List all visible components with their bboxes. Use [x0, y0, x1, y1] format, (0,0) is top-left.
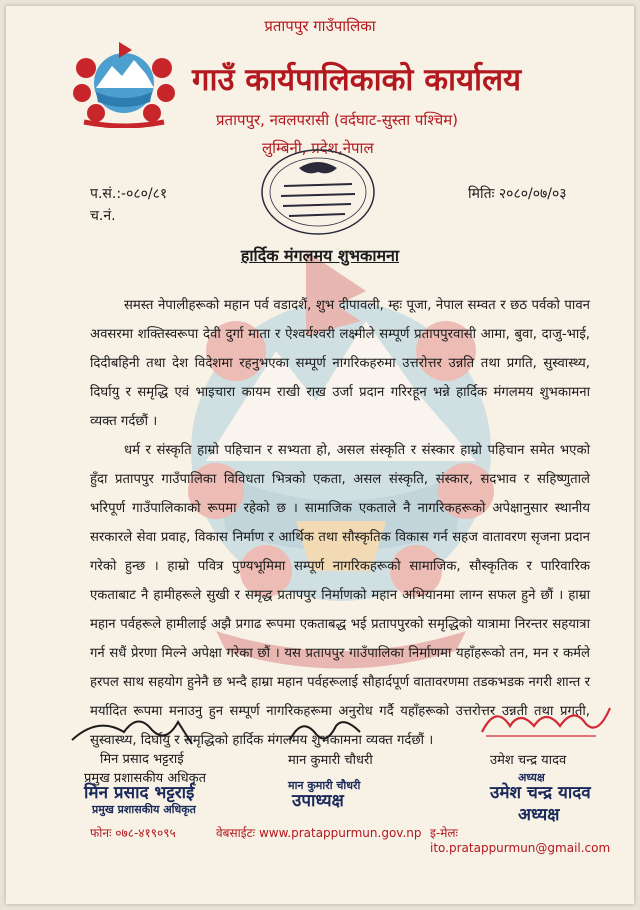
footer-email-label: इ-मेलः — [430, 826, 458, 840]
signatory-2-stamp-title: उपाध्यक्ष — [292, 791, 344, 811]
footer-website-link[interactable]: www.pratappurmun.gov.np — [258, 826, 422, 840]
signatory-3-stamp-name: उमेश चन्द्र यादव — [490, 783, 591, 803]
footer-phone: फोनः ०७८-४१९०९५ — [90, 826, 176, 840]
nepal-emblem-icon — [64, 38, 184, 128]
letter-date: मितिः २०८०/०७/०३ — [468, 186, 567, 202]
signatory-1-stamp-name: मिन प्रसाद भट्टराई — [84, 783, 195, 803]
signatory-2-name: मान कुमारी चौधरी — [288, 753, 373, 768]
signatory-3-title: अध्यक्ष — [518, 771, 545, 784]
office-title: गाउँ कार्यपालिकाको कार्यालय — [192, 62, 522, 98]
signatory-1-name: मिन प्रसाद भट्टराई — [100, 752, 184, 767]
signatory-2-stamp-name: मान कुमारी चौधरी — [288, 779, 361, 792]
letter-subject: हार्दिक मंगलमय शुभकामना — [240, 246, 400, 265]
address-line-2: लुम्बिनी, प्रदेश,नेपाल — [262, 139, 374, 157]
municipality-name: प्रतापपुर गाउँपालिका — [264, 17, 376, 35]
address-line-1: प्रतापपुर, नवलपरासी (वर्दघाट-सुस्ता पश्चिम) — [216, 111, 459, 129]
signatory-1-stamp-title: प्रमुख प्रशासकीय अधिकृत — [92, 803, 196, 816]
signatory-3-stamp-title: अध्यक्ष — [518, 805, 560, 825]
signature-3 — [476, 696, 616, 746]
letter-page — [6, 6, 634, 904]
signatory-1-title: प्रमुख प्रशासकीय अधिकृत — [84, 771, 207, 786]
footer-website-label: वेबसाईटः — [216, 826, 256, 840]
signature-1 — [68, 706, 198, 751]
body-paragraph-2: धर्म र संस्कृति हाम्रो पहिचान र सभ्यता हो, असल संस्कृति र संस्कार हाम्रो पहिचान समेत भएको हुँदा प्रतापपुर गाउँपालिका विविधता भित्रको एकता, असल संस्कृति, संस्कार, सदभाव र सहिष्णुताले भरिपूर्ण गाउँपालिकाको रूपमा रहेको छ । सामाजिक एकताले नै नागरिकहरूको अपेक्षानुसार स्थानीय सरकारले सेवा प्रवाह, विकास निर्माण र आर्थिक तथा सौस्कृतिक विकास गर्न सहज वातावरण सृजना प्रदान गरेको हुन्छ । हाम्रो पवित्र पुण्यभूमिमा सम्पूर्ण नागरिकहरूको सामाजिक, सौस्कृतिक र पारिवारिक एकताबाट नै हामीहरूले सुखी र समृद्ध प्रतापपुर निर्माणको महान अभियानमा लाग्न सफल हुने छौं । हाम्रा महान पर्वहरूले हामीलाई अझै प्रगाढ रूपमा एकताबद्ध भई प्रतापपुरको समृद्धिको यात्रामा निरन्तर सहयात्रा गर्न सधैं प्रेरणा मिल्ने अपेक्षा गरेका छौं । यस प्रतापपुर गाउँपालिका निर्माणमा यहाँहरूको तन, मन र कर्मले हरपल साथ सहयोग हुनेनै छ भन्दै हाम्रा महान पर्वहरूलाई सौहार्दपूर्ण वातावरणमा तडकभडक नगरी शान्त र मर्यादित रूपमा मनाउनु हुन सम्पूर्ण नागरिकहरूमा अनुरोध गर्दै यहाँहरूको उत्तरोत्तर उन्नती तथा प्रगती, सुस्वास्थ्य, दिर्घायु र समृद्धिको हार्दिक मंगलमय शुभकामना व्यक्त गर्दछौं । — [90, 443, 590, 748]
dispatch-number: च.नं. — [90, 208, 116, 224]
office-seal-stamp — [259, 146, 377, 238]
body-paragraph-1: समस्त नेपालीहरूको महान पर्व वडादशैं, शुभ दीपावली, म्हः पूजा, नेपाल सम्वत र छठ पर्वको पावन अवसरमा शक्तिस्वरूपा देवी दुर्गा माता र ऐश्वर्यश्वरी लक्ष्मीले सम्पूर्ण प्रतापपुरवासी आमा, बुवा, दाजु-भाई, दिदीबहिनी तथा देश विदेशमा रहनुभएका सम्पूर्ण नागरिकहरुमा उत्तरोत्तर उन्नति तथा प्रगति, सुस्वास्थ्य, दिर्घायु र समृद्धि एवं भाइचारा कायम राखी राख उर्जा प्रदान गरिरहून भन्ने हार्दिक मंगलमय शुभकामना व्यक्त गर्दछौं । — [90, 298, 590, 429]
footer-website-group — [216, 824, 422, 841]
footer-email-group — [430, 824, 634, 855]
footer-email-link[interactable]: ito.pratappurmun@gmail.com — [430, 841, 611, 855]
signatory-3-name: उमेश चन्द्र यादव — [490, 753, 567, 768]
letter-number: प.सं.:-०८०/८१ — [90, 186, 168, 202]
signature-2 — [286, 712, 366, 748]
